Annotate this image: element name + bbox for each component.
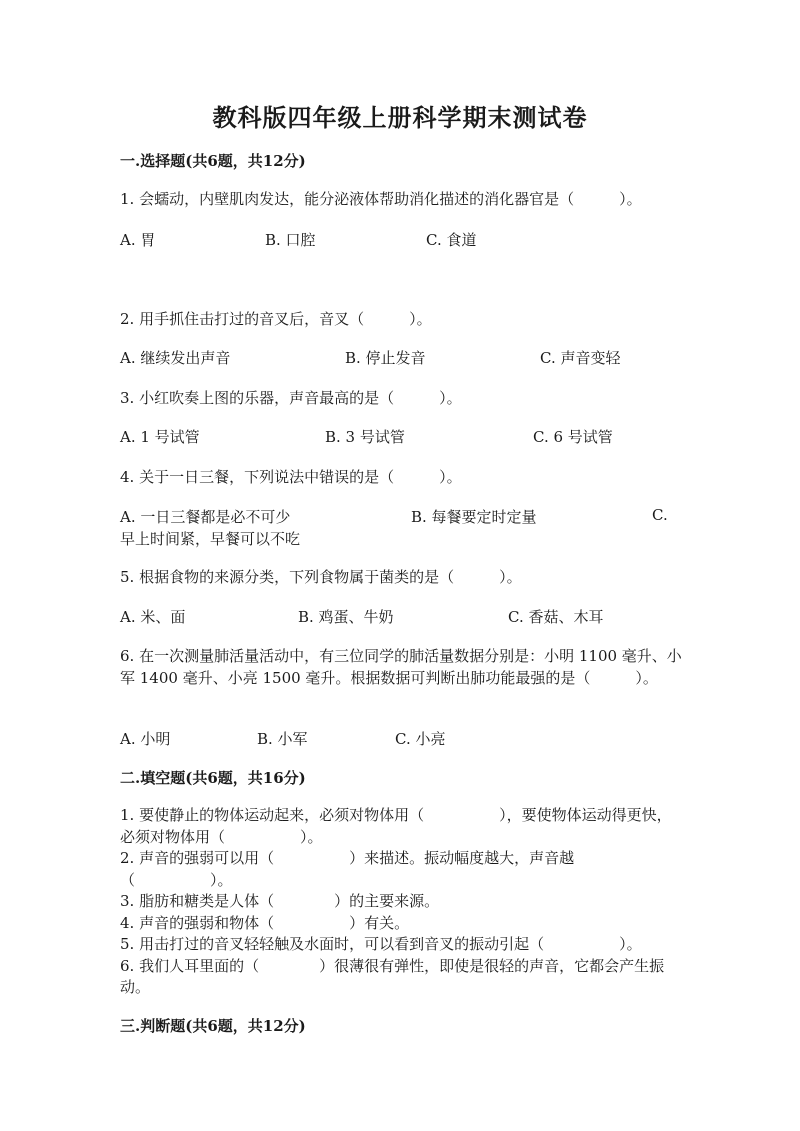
question-6-option-c: C. 小亮 [395,730,446,748]
question-5-option-c: C. 香菇、木耳 [508,608,604,626]
question-4-option-a: A. 一日三餐都是必不可少 [120,508,291,526]
question-5-stem: 5. 根据食物的来源分类，下列食物属于菌类的是（ ）。 [120,568,522,586]
section-heading-fill: 二.填空题(共6题，共16分) [120,769,306,787]
section-heading-judge: 三.判断题(共6题，共12分) [120,1017,306,1035]
question-2-option-a: A. 继续发出声音 [120,349,231,367]
fill-question-1: 1. 要使静止的物体运动起来，必须对物体用（ ），要使物体运动得更快，必须对物体用（ ）。 [120,806,672,846]
question-4-option-c-prefix: C. [652,506,668,524]
section-heading-choice: 一.选择题(共6题，共12分) [120,152,306,170]
page-title: 教科版四年级上册科学期末测试卷 [212,103,588,132]
question-6-option-a: A. 小明 [120,730,171,748]
question-5-option-b: B. 鸡蛋、牛奶 [298,608,394,626]
fill-question-6: 6. 我们人耳里面的（ ）很薄很有弹性，即使是很轻的声音，它都会产生振动。 [120,956,665,996]
question-4-option-c-text: 早上时间紧，早餐可以不吃 [120,530,301,548]
question-4-stem: 4. 关于一日三餐，下列说法中错误的是（ ）。 [120,468,462,486]
question-1-option-c: C. 食道 [426,231,477,249]
question-3-option-b: B. 3 号试管 [325,428,405,446]
question-6-stem: 6. 在一次测量肺活量活动中，有三位同学的肺活量数据分别是：小明 1100 毫升、小军 1400 毫升、小亮 1500 毫升。根据数据可判断出肺功能最强的是（ ）。 [120,647,682,687]
question-2-option-b: B. 停止发音 [345,349,426,367]
question-3-option-a: A. 1 号试管 [120,428,200,446]
question-5-option-a: A. 米、面 [120,608,186,626]
question-4-option-b: B. 每餐要定时定量 [411,508,537,526]
question-1-option-b: B. 口腔 [265,231,316,249]
question-6-option-b: B. 小军 [257,730,308,748]
fill-question-5: 5. 用击打过的音叉轻轻触及水面时，可以看到音叉的振动引起（ ）。 [120,935,642,953]
question-2-option-c: C. 声音变轻 [540,349,621,367]
fill-in-list [120,805,682,999]
question-1-option-a: A. 胃 [120,231,156,249]
question-2-stem: 2. 用手抓住击打过的音叉后，音叉（ ）。 [120,310,432,328]
question-1-stem: 1. 会蠕动，内壁肌肉发达，能分泌液体帮助消化描述的消化器官是（ ）。 [120,190,642,208]
question-3-stem: 3. 小红吹奏上图的乐器，声音最高的是（ ）。 [120,389,462,407]
fill-question-4: 4. 声音的强弱和物体（ ）有关。 [120,913,410,932]
question-3-option-c: C. 6 号试管 [533,428,613,446]
fill-question-2: 2. 声音的强弱可以用（ ）来描述。振动幅度越大，声音越（ ）。 [120,849,575,889]
fill-question-3: 3. 脂肪和糖类是人体（ ）的主要来源。 [120,892,440,910]
